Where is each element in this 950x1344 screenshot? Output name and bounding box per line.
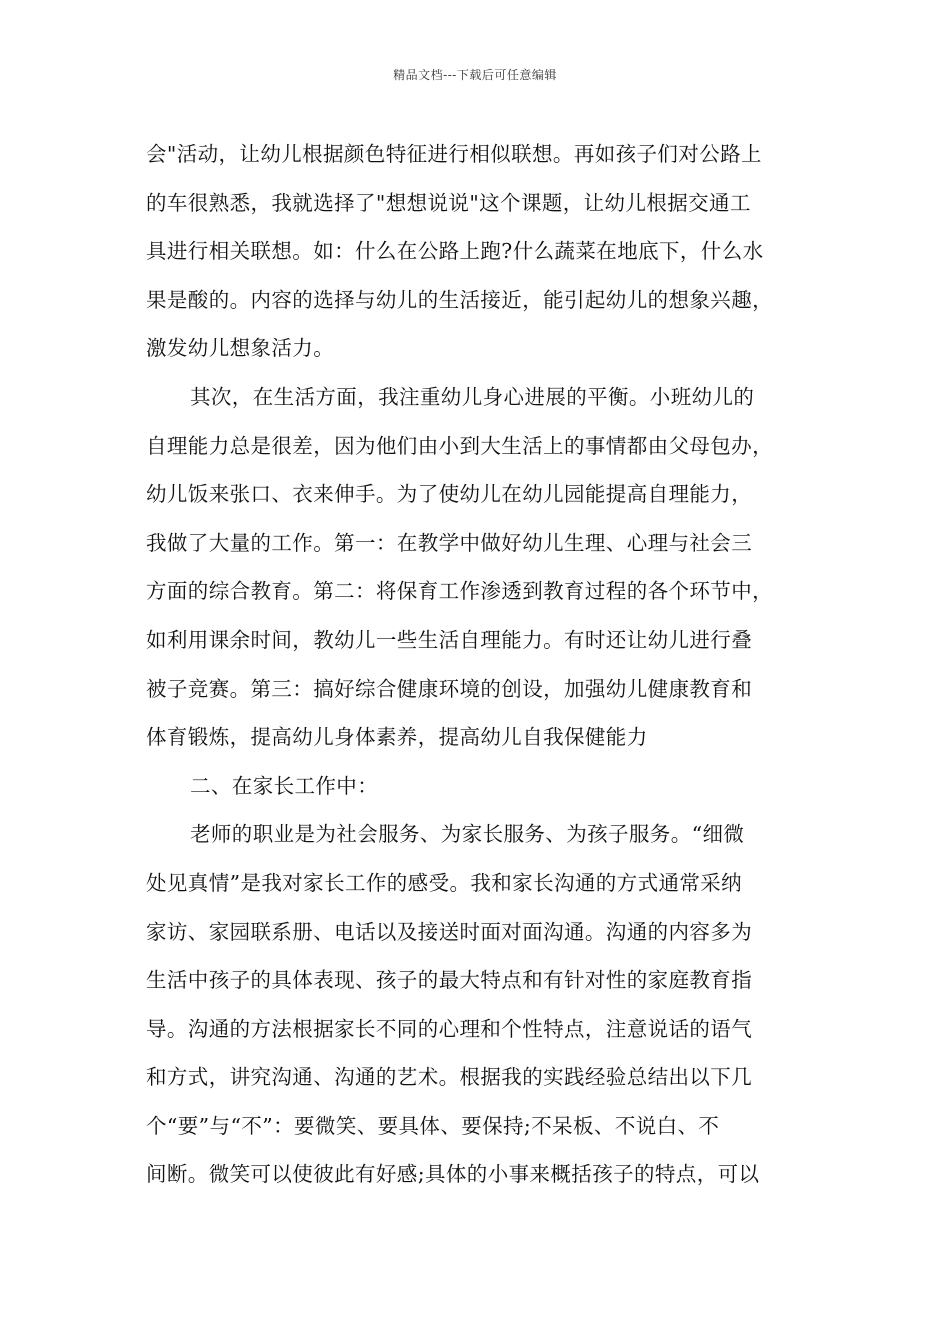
- text-line: 个“要”与“不”：要微笑、要具体、要保持;不呆板、不说白、不: [146, 1113, 720, 1138]
- text-line: 处见真情”是我对家长工作的感受。我和家长沟通的方式通常采纳: [146, 870, 743, 895]
- text-line: 激发幼儿想象活力。: [146, 336, 335, 361]
- text-line: 会"活动，让幼儿根据颜色特征进行相似联想。再如孩子们对公路上: [146, 142, 762, 166]
- text-line: 幼儿饭来张口、衣来伸手。为了使幼儿在幼儿园能提高自理能力，: [146, 482, 753, 507]
- text-line: 果是酸的。内容的选择与幼儿的生活接近，能引起幼儿的想象兴趣，: [146, 287, 773, 312]
- text-line: 具进行相关联想。如：什么在公路上跑?什么蔬菜在地底下，什么水: [146, 239, 764, 264]
- section-heading: 二、在家长工作中：: [190, 773, 379, 798]
- text-line: 被子竞赛。第三：搞好综合健康环境的创设，加强幼儿健康教育和: [146, 676, 753, 701]
- text-line: 家访、家园联系册、电话以及接送时面对面沟通。沟通的内容多为: [146, 919, 753, 944]
- text-line: 的车很熟悉，我就选择了"想想说说"这个课题，让幼儿根据交通工: [146, 190, 751, 215]
- paragraph-start-line: 老师的职业是为社会服务、为家长服务、为孩子服务。“细微: [190, 822, 745, 847]
- paragraph-start-line: 其次，在生活方面，我注重幼儿身心进展的平衡。小班幼儿的: [190, 384, 755, 409]
- text-line: 我做了大量的工作。第一：在教学中做好幼儿生理、心理与社会三: [146, 530, 753, 555]
- page-header: 精品文档---下载后可任意编辑: [393, 68, 557, 82]
- text-line: 方面的综合教育。第二：将保育工作渗透到教育过程的各个环节中，: [146, 579, 773, 604]
- document-body: [146, 130, 826, 1199]
- text-line: 如利用课余时间，教幼儿一些生活自理能力。有时还让幼儿进行叠: [146, 627, 753, 652]
- text-line: 和方式，讲究沟通、沟通的艺术。根据我的实践经验总结出以下几: [146, 1065, 753, 1090]
- text-line: 导。沟通的方法根据家长不同的心理和个性特点，注意说话的语气: [146, 1016, 753, 1041]
- text-line: 生活中孩子的具体表现、孩子的最大特点和有针对性的家庭教育指: [146, 968, 753, 993]
- text-line: 体育锻炼，提高幼儿身体素养，提高幼儿自我保健能力: [146, 725, 648, 750]
- text-line: 间断。微笑可以使彼此有好感;具体的小事来概括孩子的特点，可以: [146, 1162, 760, 1187]
- text-line: 自理能力总是很差，因为他们由小到大生活上的事情都由父母包办，: [146, 433, 773, 458]
